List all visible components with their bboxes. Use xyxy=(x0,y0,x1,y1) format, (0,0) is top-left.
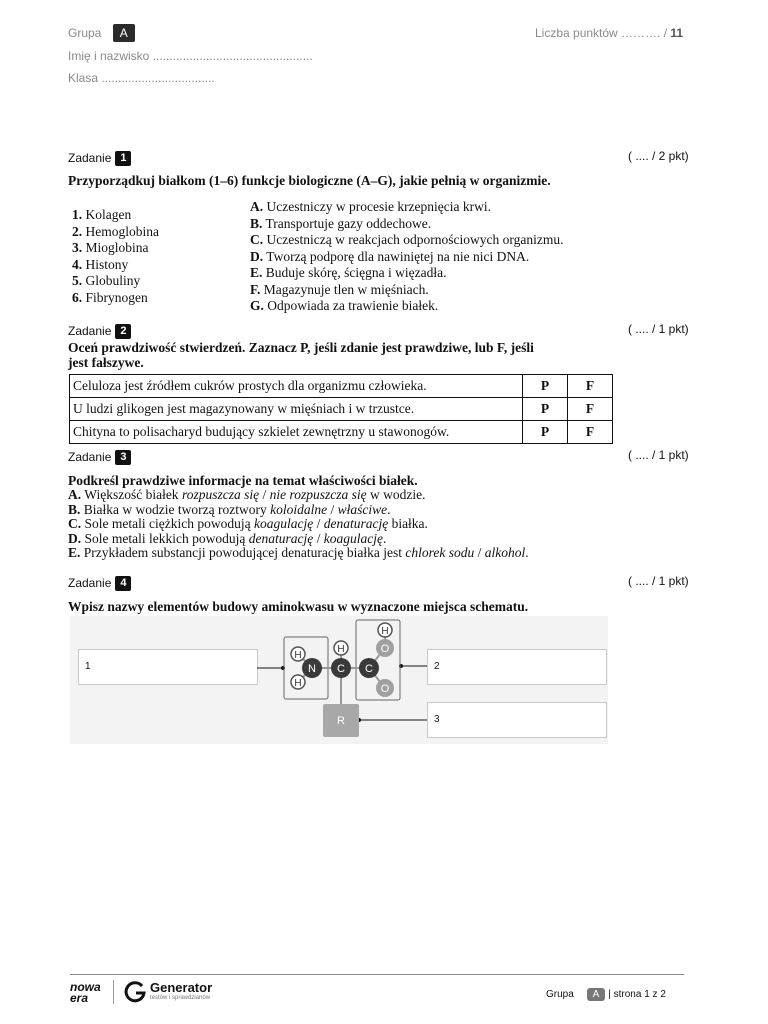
task1-instruction: Przyporządkuj białkom (1–6) funkcje biologiczne (A–G), jakie pełnią w organizmie. xyxy=(68,173,551,188)
function-item: B. Transportuje gazy oddechowe. xyxy=(250,215,432,231)
option-a1[interactable]: rozpuszcza się xyxy=(181,487,260,502)
function-item: C. Uczestniczą w reakcjach odpornościowych organizmu. xyxy=(250,232,564,247)
task3-header xyxy=(68,450,131,465)
function-item: G. Odpowiada za trawienie białek. xyxy=(250,298,439,313)
statement-cell: U ludzi glikogen jest magazynowany w mięśniach i w trzustce. xyxy=(70,398,523,421)
statement-cell: Chityna to polisacharyd budujący szkielet zewnętrzny u stawonogów. xyxy=(70,421,523,444)
answer-box-3-label: 3 xyxy=(434,714,440,725)
task3-label: Zadanie xyxy=(68,450,112,464)
generator-logo-icon xyxy=(123,980,147,1004)
logo-divider xyxy=(113,980,114,1004)
false-option[interactable]: F xyxy=(568,375,613,398)
option-b1[interactable]: koloidalne xyxy=(270,501,328,517)
task1-label: Zadanie xyxy=(68,151,112,165)
protein-item: 6. Fibrynogen xyxy=(72,289,148,305)
generator-title: Generator xyxy=(150,980,213,995)
answer-box-3[interactable] xyxy=(427,702,607,738)
points-label: Liczba punktów ………. / xyxy=(535,26,668,40)
task3-points: ( .... / 1 pkt) xyxy=(628,448,689,462)
footer-page-info xyxy=(546,988,666,1001)
footer-group-badge: A xyxy=(587,988,606,1001)
statement-item: C. Sole metali ciężkich powodują koagulację / denaturację białka. xyxy=(68,516,428,531)
function-item: E. Buduje skórę, ścięgna i więzadła. xyxy=(250,265,447,280)
task4-instruction: Wpisz nazwy elementów budowy aminokwasu w wyznaczone miejsca schematu. xyxy=(68,599,529,614)
name-field: Imię i nazwisko ................................................ xyxy=(68,49,313,63)
task2-header xyxy=(68,324,131,339)
r-group-label: R xyxy=(337,715,345,727)
option-d2[interactable]: koagulację xyxy=(323,530,383,546)
atom-label: O xyxy=(380,683,390,695)
group-label: Grupa xyxy=(68,26,102,40)
nowa-era-logo: nowa era xyxy=(70,980,101,1005)
answer-box-2[interactable] xyxy=(427,649,607,685)
protein-item: 5. Globuliny xyxy=(72,273,141,288)
task4-points: ( .... / 1 pkt) xyxy=(628,574,689,588)
task4-number: 4 xyxy=(115,576,131,591)
statement-item: D. Sole metali lekkich powodują denaturację / koagulację. xyxy=(68,530,387,546)
function-item: D. Tworzą podporę dla nawiniętej na nie nici DNA. xyxy=(250,248,530,264)
task3-instruction: Podkreśl prawdziwe informacje na temat właściwości białek. xyxy=(68,473,418,488)
table-row xyxy=(70,421,613,444)
atom-label: H xyxy=(294,678,302,689)
protein-item: 1. Kolagen xyxy=(72,207,132,222)
footer-page-text: | strona 1 z 2 xyxy=(608,989,666,1000)
atom-label: C xyxy=(365,663,373,675)
task1-points: ( .... / 2 pkt) xyxy=(628,149,689,163)
answer-box-1-label: 1 xyxy=(85,661,91,672)
task4-label: Zadanie xyxy=(68,576,112,590)
task1-number: 1 xyxy=(115,151,131,166)
points-total: 11 xyxy=(670,26,684,40)
task2-instruction: Oceń prawdziwość stwierdzeń. Zaznacz P, jeśli zdanie jest prawdziwe, lub F, jeśli jest fałszywe. xyxy=(68,340,534,370)
option-e1[interactable]: chlorek sodu xyxy=(405,545,475,560)
false-option[interactable]: F xyxy=(568,398,613,421)
true-false-table xyxy=(69,374,613,444)
answer-box-1[interactable] xyxy=(78,649,258,685)
task1-function-list xyxy=(250,199,564,315)
function-item: A. Uczestniczy w procesie krzepnięcia krwi. xyxy=(250,199,492,214)
protein-item: 4. Histony xyxy=(72,256,129,272)
generator-subtitle: testów i sprawdzianów xyxy=(150,995,211,1001)
option-c1[interactable]: koagulację xyxy=(253,516,314,531)
answer-box-2-label: 2 xyxy=(434,661,440,672)
false-option[interactable]: F xyxy=(568,421,613,444)
true-option[interactable]: P xyxy=(523,398,568,421)
atom-label: C xyxy=(337,663,345,675)
table-row xyxy=(70,375,613,398)
protein-item: 2. Hemoglobina xyxy=(72,223,159,239)
table-row xyxy=(70,398,613,421)
statement-item: B. Białka w wodzie tworzą roztwory koloidalne / właściwe. xyxy=(68,501,391,517)
atom-label: H xyxy=(381,626,389,637)
statement-cell: Celuloza jest źródłem cukrów prostych dla organizmu człowieka. xyxy=(70,375,523,398)
atom-label: H xyxy=(294,650,302,661)
task2-label: Zadanie xyxy=(68,324,112,338)
option-e2[interactable]: alkohol xyxy=(484,545,526,560)
task1-protein-list xyxy=(72,207,159,306)
atom-label: N xyxy=(308,663,316,675)
true-option[interactable]: P xyxy=(523,375,568,398)
points-summary xyxy=(535,26,683,40)
atom-label: O xyxy=(380,643,390,655)
statement-item: A. Większość białek rozpuszcza się / nie rozpuszcza się w wodzie. xyxy=(68,487,426,502)
task4-header xyxy=(68,576,131,591)
class-field: Klasa .................................. xyxy=(68,71,215,85)
atom-label: H xyxy=(337,644,345,655)
molecule-svg xyxy=(250,614,440,744)
option-c2[interactable]: denaturację xyxy=(323,516,389,531)
option-a2[interactable]: nie rozpuszcza się xyxy=(269,487,367,502)
true-option[interactable]: P xyxy=(523,421,568,444)
task3-items xyxy=(68,488,529,561)
footer-divider xyxy=(70,974,684,975)
statement-item: E. Przykładem substancji powodującej denaturację białka jest chlorek sodu / alkohol. xyxy=(68,545,529,560)
task2-number: 2 xyxy=(115,324,131,339)
group-badge: A xyxy=(113,24,135,42)
task2-points: ( .... / 1 pkt) xyxy=(628,322,689,336)
protein-item: 3. Mioglobina xyxy=(72,240,149,255)
option-b2[interactable]: właściwe xyxy=(337,501,388,517)
task3-number: 3 xyxy=(115,450,131,465)
group-field xyxy=(68,24,135,42)
task1-header xyxy=(68,151,131,166)
footer-group-label: Grupa xyxy=(546,989,574,1000)
option-d1[interactable]: denaturację xyxy=(248,530,314,546)
function-item: F. Magazynuje tlen w mięśniach. xyxy=(250,281,429,297)
